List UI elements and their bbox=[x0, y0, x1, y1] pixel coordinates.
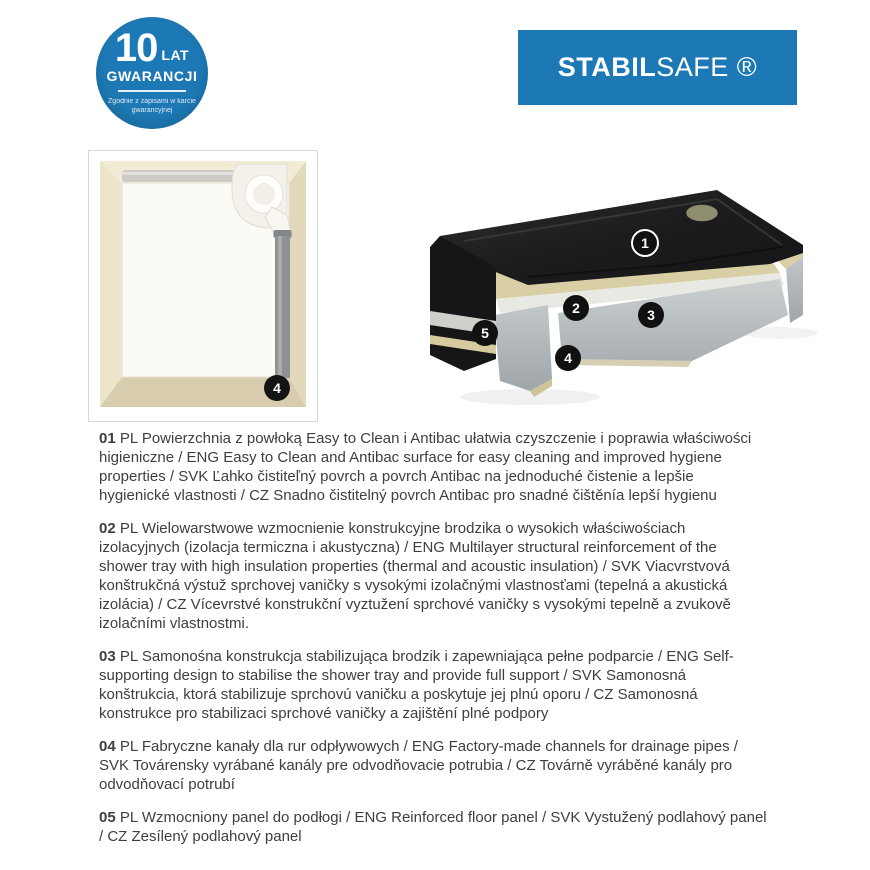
description-03 bbox=[99, 647, 767, 723]
description-04 bbox=[99, 737, 767, 794]
callout-4-label: 4 bbox=[564, 350, 572, 366]
description-04-number: 04 bbox=[99, 738, 116, 755]
description-list bbox=[99, 429, 767, 860]
drain-pipe-vertical bbox=[275, 236, 290, 378]
pipe-highlight bbox=[278, 236, 282, 378]
callout-5 bbox=[472, 320, 498, 346]
brand-title-bold: STABIL bbox=[557, 52, 657, 82]
description-04-text: PL Fabryczne kanały dla rur odpływowych / ENG Factory-made channels for drainage pipes / SVK Továrensky vyrábané kanály pre odvodňovacie potrubia / CZ Továrně vyráběné kanály pro odvodňovací potrubí bbox=[99, 738, 738, 793]
description-05-number: 05 bbox=[99, 809, 116, 826]
warranty-divider bbox=[118, 90, 186, 92]
warranty-badge bbox=[96, 17, 208, 129]
brand-title-light: SAFE ® bbox=[656, 52, 758, 82]
ground-shadow bbox=[460, 389, 600, 405]
description-01 bbox=[99, 429, 767, 505]
tray-bevel-left bbox=[100, 161, 122, 407]
description-05-text: PL Wzmocniony panel do podłogi / ENG Reinforced floor panel / SVK Vystužený podlahový panel / CZ Zesílený podlahový panel bbox=[99, 809, 767, 845]
description-05 bbox=[99, 808, 767, 846]
description-02-number: 02 bbox=[99, 520, 116, 537]
siphon-cap bbox=[253, 183, 275, 205]
description-03-number: 03 bbox=[99, 648, 116, 665]
warranty-years-unit: LAT bbox=[161, 47, 190, 64]
drain-pipe-highlight bbox=[122, 172, 250, 175]
description-01-number: 01 bbox=[99, 430, 116, 447]
callout-5-label: 5 bbox=[481, 325, 489, 341]
description-01-text: PL Powierzchnia z powłoką Easy to Clean i Antibac ułatwia czyszczenie i poprawia właściwości higieniczne / ENG Easy to Clean and Antibac surface for easy cleaning and improved hygiene properties / SVK Ľahko čistiteľný povrch a povrch Antibac na jednoduché čistenie a lepšie hygienické vlastnosti / CZ Snadno čistitelný povrch Antibac pro snadné čištěnía lepší hygienu bbox=[99, 430, 752, 504]
warranty-title: GWARANCJI bbox=[106, 67, 198, 84]
concrete-left-leg bbox=[494, 305, 552, 391]
brand-banner bbox=[518, 30, 797, 105]
photo-callout-4-label: 4 bbox=[273, 380, 281, 396]
callout-3-label: 3 bbox=[647, 307, 655, 323]
tray-bevel-right bbox=[289, 161, 306, 407]
tray-underside-photo bbox=[88, 150, 318, 422]
description-03-text: PL Samonośna konstrukcja stabilizująca brodzik i zapewniająca pełne podparcie / ENG Self-supporting design to stabilise the shower tray and provide full support / SVK Samonosná konštrukcia, ktorá stabilizuje sprchovú vaničku a poskytuje jej plnú oporu / CZ Samonosná konstrukce pro stabilizaci sprchové vaničky a zajištění plné podpory bbox=[99, 648, 734, 722]
callout-2-label: 2 bbox=[572, 300, 580, 316]
photo-callout-4 bbox=[264, 375, 290, 401]
description-02-text: PL Wielowarstwowe wzmocnienie konstrukcyjne brodzika o wysokich właściwościach izolacyjnych (izolacja termiczna i akustyczna) / ENG Multilayer structural reinforcement of the shower tray with high insulation properties (thermal and acoustic insulation) / SVK Viacvrstvová konštrukčná výstuž sprchovej vaničky s vysokými izolačnými vlastnosťami (tepelná a akustická izolácia) / CZ Vícevrstvé konstrukční vyztužení sprchové vaničky s vysokými tepelně a zvukově izolačními vlastnostmi. bbox=[99, 520, 731, 632]
tray-cutaway-diagram bbox=[430, 163, 820, 410]
callout-1 bbox=[632, 230, 658, 256]
warranty-subtext-line2: gwarancyjnej bbox=[131, 107, 173, 114]
callout-3 bbox=[638, 302, 664, 328]
warranty-subtext-line1: Zgodnie z zapisami w karcie bbox=[108, 97, 196, 105]
drain-pipe-horizontal bbox=[122, 170, 250, 182]
callout-2 bbox=[563, 295, 589, 321]
callout-4 bbox=[555, 345, 581, 371]
brand-title bbox=[558, 52, 757, 83]
warranty-years bbox=[114, 25, 190, 70]
callout-1-label: 1 bbox=[641, 235, 649, 251]
warranty-years-number: 10 bbox=[114, 25, 158, 70]
warranty-subtext bbox=[108, 97, 196, 115]
description-02 bbox=[99, 519, 767, 633]
